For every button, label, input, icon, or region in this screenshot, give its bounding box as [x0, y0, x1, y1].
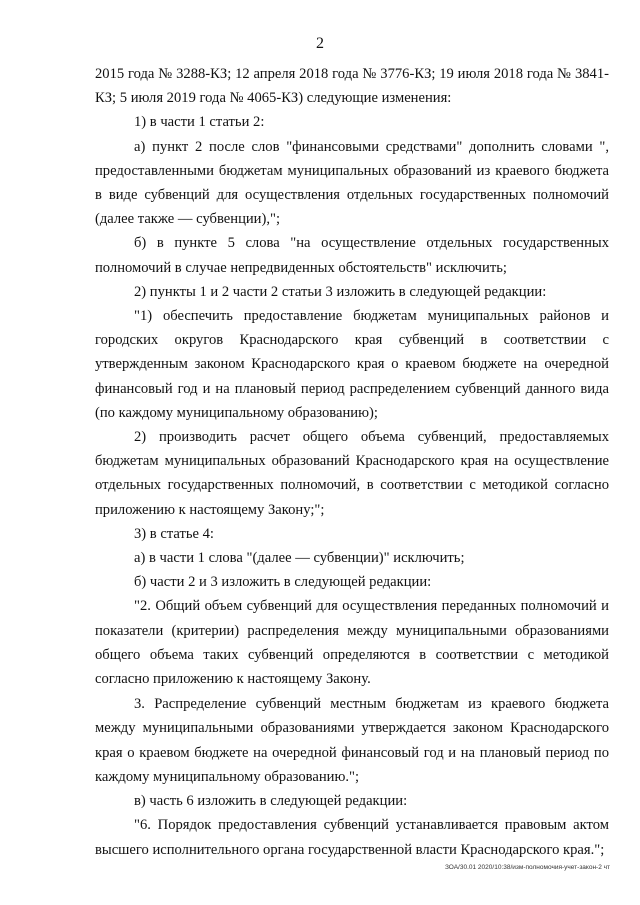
paragraph-subitem-b: б) в пункте 5 слова "на осуществление отдельных государственных полномочий в случае непредвиденных обстоятельств" исключить; [95, 235, 609, 276]
document-body [95, 62, 609, 862]
paragraph-quote-part-2: "2. Общий объем субвенций для осуществления переданных полномочий и показатели (критерии) распределения между муниципальными образованиями общего объема таких субвенций определяются в соответствии с методикой согласно приложению к настоящему Закону. [95, 598, 609, 688]
paragraph-item-3: 3) в статье 4: [134, 525, 214, 542]
footer-file-path: ЗОА/30.01 2020/10:38/изм-полномочия-учет-закон-2 чт [444, 864, 610, 871]
paragraph-quote-part-3: 3. Распределение субвенций местным бюджетам из краевого бюджета между муниципальными образованиями утверждается законом Краснодарского края о краевом бюджете на очередной финансовый год и на плановый период по каждому муниципальному образованию."; [95, 696, 609, 785]
paragraph-continuation: 2015 года № 3288-КЗ; 12 апреля 2018 года № 3776-КЗ; 19 июля 2018 года № 3841-КЗ; 5 июля 2019 года № 4065-КЗ) следующие изменения: [95, 66, 609, 107]
page-number: 2 [316, 35, 324, 52]
paragraph-quote-2: 2) производить расчет общего объема субвенций, предоставляемых бюджетам муниципальных образований Краснодарского края на осуществление отдельных государственных полномочий, в соответствии с методикой согласно приложению к настоящему Закону;"; [95, 429, 609, 518]
paragraph-quote-1: "1) обеспечить предоставление бюджетам муниципальных районов и городских округов Краснодарского края субвенций в соответствии с утвержденным законом Краснодарского края о краевом бюджете на очередной финансовый год и на плановый период распределением субвенций данного вида (по каждому муниципальному образованию); [95, 308, 609, 421]
paragraph-subitem-b-2: б) части 2 и 3 изложить в следующей редакции: [134, 574, 432, 591]
paragraph-subitem-a-2: а) в части 1 слова "(далее — субвенции)" исключить; [134, 550, 465, 567]
paragraph-item-1: 1) в части 1 статьи 2: [134, 114, 265, 131]
paragraph-subitem-a: а) пункт 2 после слов "финансовыми средствами" дополнить словами ", предоставленными бюджетам муниципальных образований из краевого бюджета в виде субвенций для осуществления отдельных государственных полномочий (далее также — субвенции),"; [95, 138, 609, 228]
paragraph-quote-part-6: "6. Порядок предоставления субвенций устанавливается правовым актом высшего исполнительного органа государственной власти Краснодарского края."; [95, 817, 609, 858]
paragraph-item-2: 2) пункты 1 и 2 части 2 статьи 3 изложить в следующей редакции: [134, 283, 547, 300]
paragraph-subitem-v: в) часть 6 изложить в следующей редакции: [134, 793, 408, 810]
